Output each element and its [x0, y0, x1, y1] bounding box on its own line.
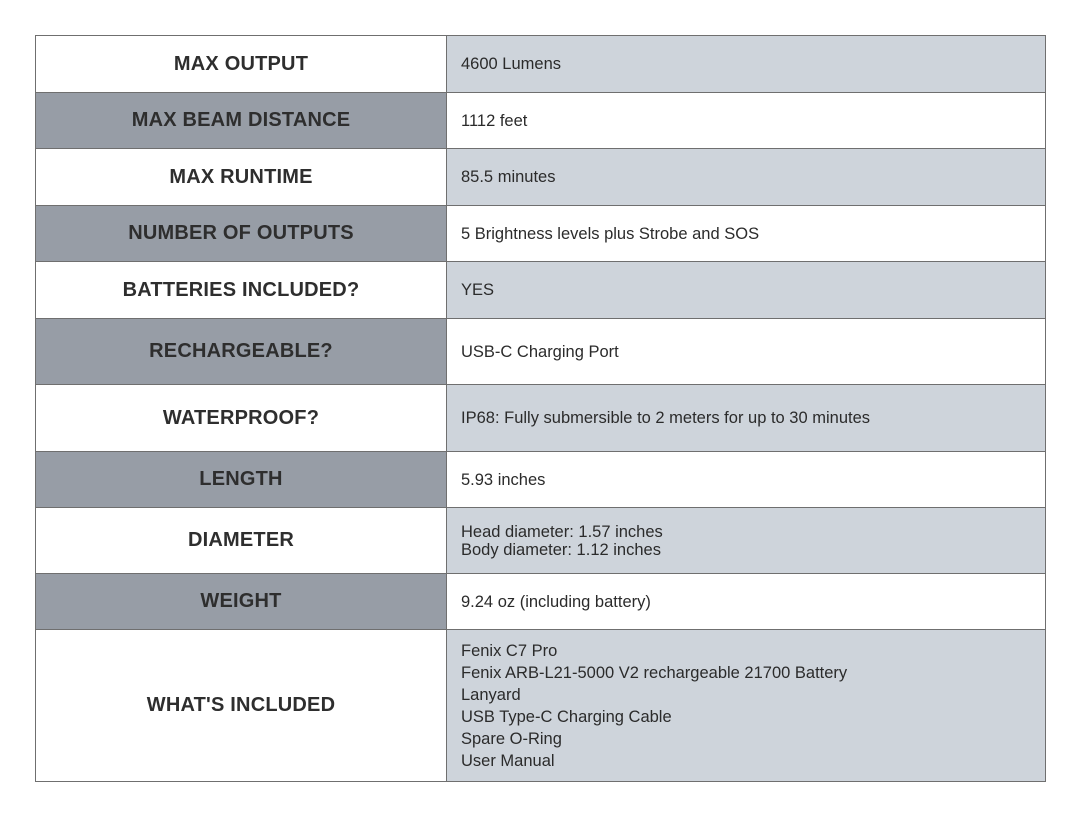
spec-label: MAX OUTPUT	[36, 36, 447, 93]
spec-value	[447, 93, 1046, 149]
spec-label: MAX BEAM DISTANCE	[36, 93, 447, 149]
spec-row-diameter	[36, 508, 1046, 574]
spec-value	[447, 36, 1046, 93]
spec-value	[447, 452, 1046, 508]
spec-table	[35, 35, 1046, 782]
spec-value-line: 4600 Lumens	[461, 55, 561, 73]
spec-label: WHAT'S INCLUDED	[36, 630, 447, 782]
spec-value-line: YES	[461, 281, 495, 299]
spec-row-weight	[36, 574, 1046, 630]
spec-value-line: 9.24 oz (including battery)	[461, 592, 651, 611]
spec-value-line: 1112 feet	[461, 111, 528, 130]
spec-row-max-runtime	[36, 149, 1046, 206]
included-item: USB Type-C Charging Cable	[461, 707, 672, 726]
spec-row-max-output	[36, 36, 1046, 93]
spec-value-line: IP68: Fully submersible to 2 meters for up to 30 minutes	[461, 409, 871, 427]
spec-value-line: USB-C Charging Port	[461, 342, 619, 361]
spec-value-line: 5.93 inches	[461, 470, 546, 489]
spec-value	[447, 508, 1046, 574]
spec-value-line: 5 Brightness levels plus Strobe and SOS	[461, 224, 760, 243]
included-item: Spare O-Ring	[461, 729, 562, 748]
spec-label: DIAMETER	[36, 508, 447, 574]
spec-value-line: Head diameter: 1.57 inches	[461, 522, 663, 541]
spec-value-line: Body diameter: 1.12 inches	[461, 540, 661, 559]
spec-row-rechargeable	[36, 319, 1046, 385]
spec-label: BATTERIES INCLUDED?	[36, 262, 447, 319]
spec-value	[447, 206, 1046, 262]
spec-value	[447, 319, 1046, 385]
spec-row-max-beam-distance	[36, 93, 1046, 149]
included-item: Fenix ARB-L21-5000 V2 rechargeable 21700 Battery	[461, 663, 848, 682]
included-item: Fenix C7 Pro	[461, 641, 558, 660]
spec-label: NUMBER OF OUTPUTS	[36, 206, 447, 262]
spec-value	[447, 574, 1046, 630]
spec-label: WATERPROOF?	[36, 385, 447, 452]
spec-row-number-of-outputs	[36, 206, 1046, 262]
spec-value	[447, 149, 1046, 206]
spec-row-whats-included	[36, 630, 1046, 782]
included-item: Lanyard	[461, 685, 521, 704]
spec-label: LENGTH	[36, 452, 447, 508]
spec-label: MAX RUNTIME	[36, 149, 447, 206]
spec-value	[447, 385, 1046, 452]
spec-value	[447, 262, 1046, 319]
spec-label: WEIGHT	[36, 574, 447, 630]
spec-table-body	[36, 36, 1046, 782]
spec-row-batteries-included	[36, 262, 1046, 319]
spec-label: RECHARGEABLE?	[36, 319, 447, 385]
spec-row-waterproof	[36, 385, 1046, 452]
spec-row-length	[36, 452, 1046, 508]
included-item: User Manual	[461, 751, 555, 770]
spec-value-line: 85.5 minutes	[461, 168, 556, 186]
spec-value	[447, 630, 1046, 782]
